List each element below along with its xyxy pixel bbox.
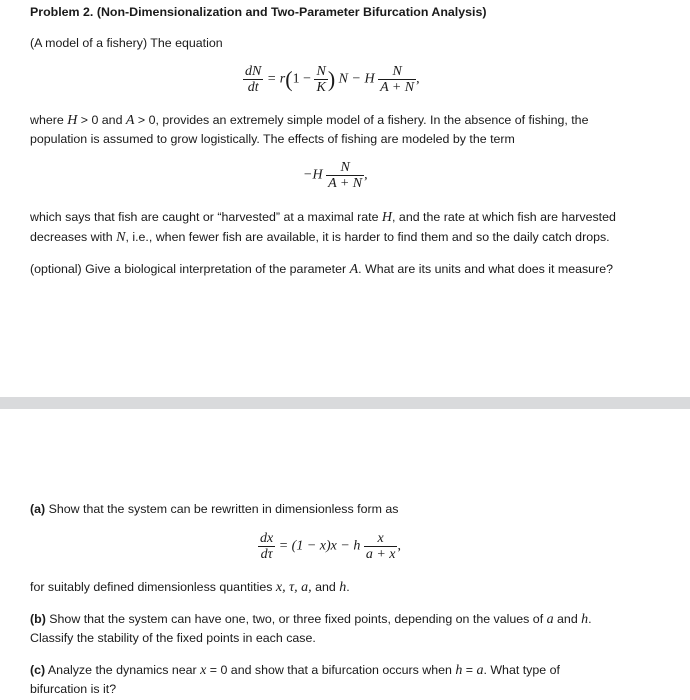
math-vars: x, τ, a, <box>275 580 312 595</box>
text: . What are its units and what does it measure? <box>358 262 613 276</box>
term-denominator: A + N <box>328 176 363 191</box>
math-a: a <box>476 663 484 678</box>
lhs-denominator: dt <box>247 80 259 95</box>
lhs-numerator: dx <box>260 531 274 546</box>
text: (optional) Give a biological interpretation of the parameter <box>30 262 350 276</box>
text: > 0, provides an extremely simple model of a fishery. In the absence of fishing, the <box>134 113 589 127</box>
optional-question <box>30 260 670 279</box>
frac-denominator: a + x <box>365 547 396 562</box>
text: = <box>462 663 477 677</box>
text: Analyze the dynamics near <box>45 663 201 677</box>
paren-one: 1 − <box>292 71 311 87</box>
eq2-comma: , <box>364 167 368 183</box>
part-c-line1 <box>30 661 670 680</box>
math-h: h <box>339 580 347 595</box>
math-H: H <box>381 210 393 225</box>
text: , and the rate at which fish are harvested <box>392 210 616 224</box>
fishery-equation: $\frac{dN}{dt}$ = r(1 − $\frac{N}{K}$ ) N − H $\frac{N}{A + N}$ , <box>245 64 420 95</box>
nk-numerator: N <box>316 64 326 79</box>
text: and <box>311 580 340 594</box>
math-A: A <box>349 262 359 277</box>
term-numerator: N <box>326 160 364 176</box>
eq-r: = r <box>266 71 286 87</box>
eq-comma: , <box>397 538 401 554</box>
problem-intro: (A model of a fishery) The equation <box>30 36 223 50</box>
part-a-followup <box>30 578 670 597</box>
nk-denominator: K <box>316 80 326 95</box>
problem-title: (Non-Dimensionalization and Two-Parameter Bifurcation Analysis) <box>96 5 487 19</box>
math-h: h <box>581 612 589 627</box>
problem-header <box>30 3 670 22</box>
part-a-prompt <box>30 500 670 519</box>
para2-line2 <box>30 228 670 247</box>
text: Show that the system can be rewritten in dimensionless form as <box>45 502 399 516</box>
after-paren: N − H <box>338 71 375 87</box>
text: and <box>553 612 582 626</box>
eq1-comma: , <box>416 71 420 87</box>
part-c-label: (c) <box>30 663 46 677</box>
rhs: = (1 − x)x − h <box>278 538 361 554</box>
text: decreases with <box>30 230 117 244</box>
math-N: N <box>116 230 126 245</box>
harvest-term <box>303 160 368 191</box>
part-c-line2: bifurcation is it? <box>30 682 117 696</box>
harvest-denominator: A + N <box>380 80 415 95</box>
text: = 0 and show that a bifurcation occurs when <box>206 663 456 677</box>
text: which says that fish are caught or “harvested” at a maximal rate <box>30 210 382 224</box>
section-divider <box>0 397 690 409</box>
dimensionless-equation <box>258 531 401 562</box>
math-H: H <box>67 113 78 128</box>
text: , i.e., when fewer fish are available, it is harder to find them and so the daily catch drops. <box>125 230 610 244</box>
text: . What type of <box>483 663 560 677</box>
text: . <box>588 612 592 626</box>
problem-label: Problem 2. <box>30 5 94 19</box>
text: for suitably defined dimensionless quantities <box>30 580 276 594</box>
text: > 0 and <box>77 113 126 127</box>
para2-line1 <box>30 208 670 227</box>
harvest-numerator: N <box>378 64 416 80</box>
text: . <box>346 580 350 594</box>
math-x: x <box>200 663 207 678</box>
math-a: a <box>546 612 554 627</box>
math-A: A <box>125 113 135 128</box>
part-b-line2: Classify the stability of the fixed points in each case. <box>30 631 316 645</box>
lhs-numerator: dN <box>245 64 262 79</box>
lhs-denominator: dτ <box>260 547 273 562</box>
part-a-label: (a) <box>30 502 46 516</box>
part-b-line1 <box>30 610 670 629</box>
text: Show that the system can have one, two, or three fixed points, depending on the values of <box>45 612 547 626</box>
para1-line2: population is assumed to grow logistically. The effects of fishing are modeled by the term <box>30 132 515 146</box>
part-b-label: (b) <box>30 612 46 626</box>
harvest-lead: −H <box>303 167 323 183</box>
para1-line1 <box>30 111 670 130</box>
math-h: h <box>455 663 463 678</box>
text: where <box>30 113 68 127</box>
frac-numerator: x <box>364 531 398 547</box>
